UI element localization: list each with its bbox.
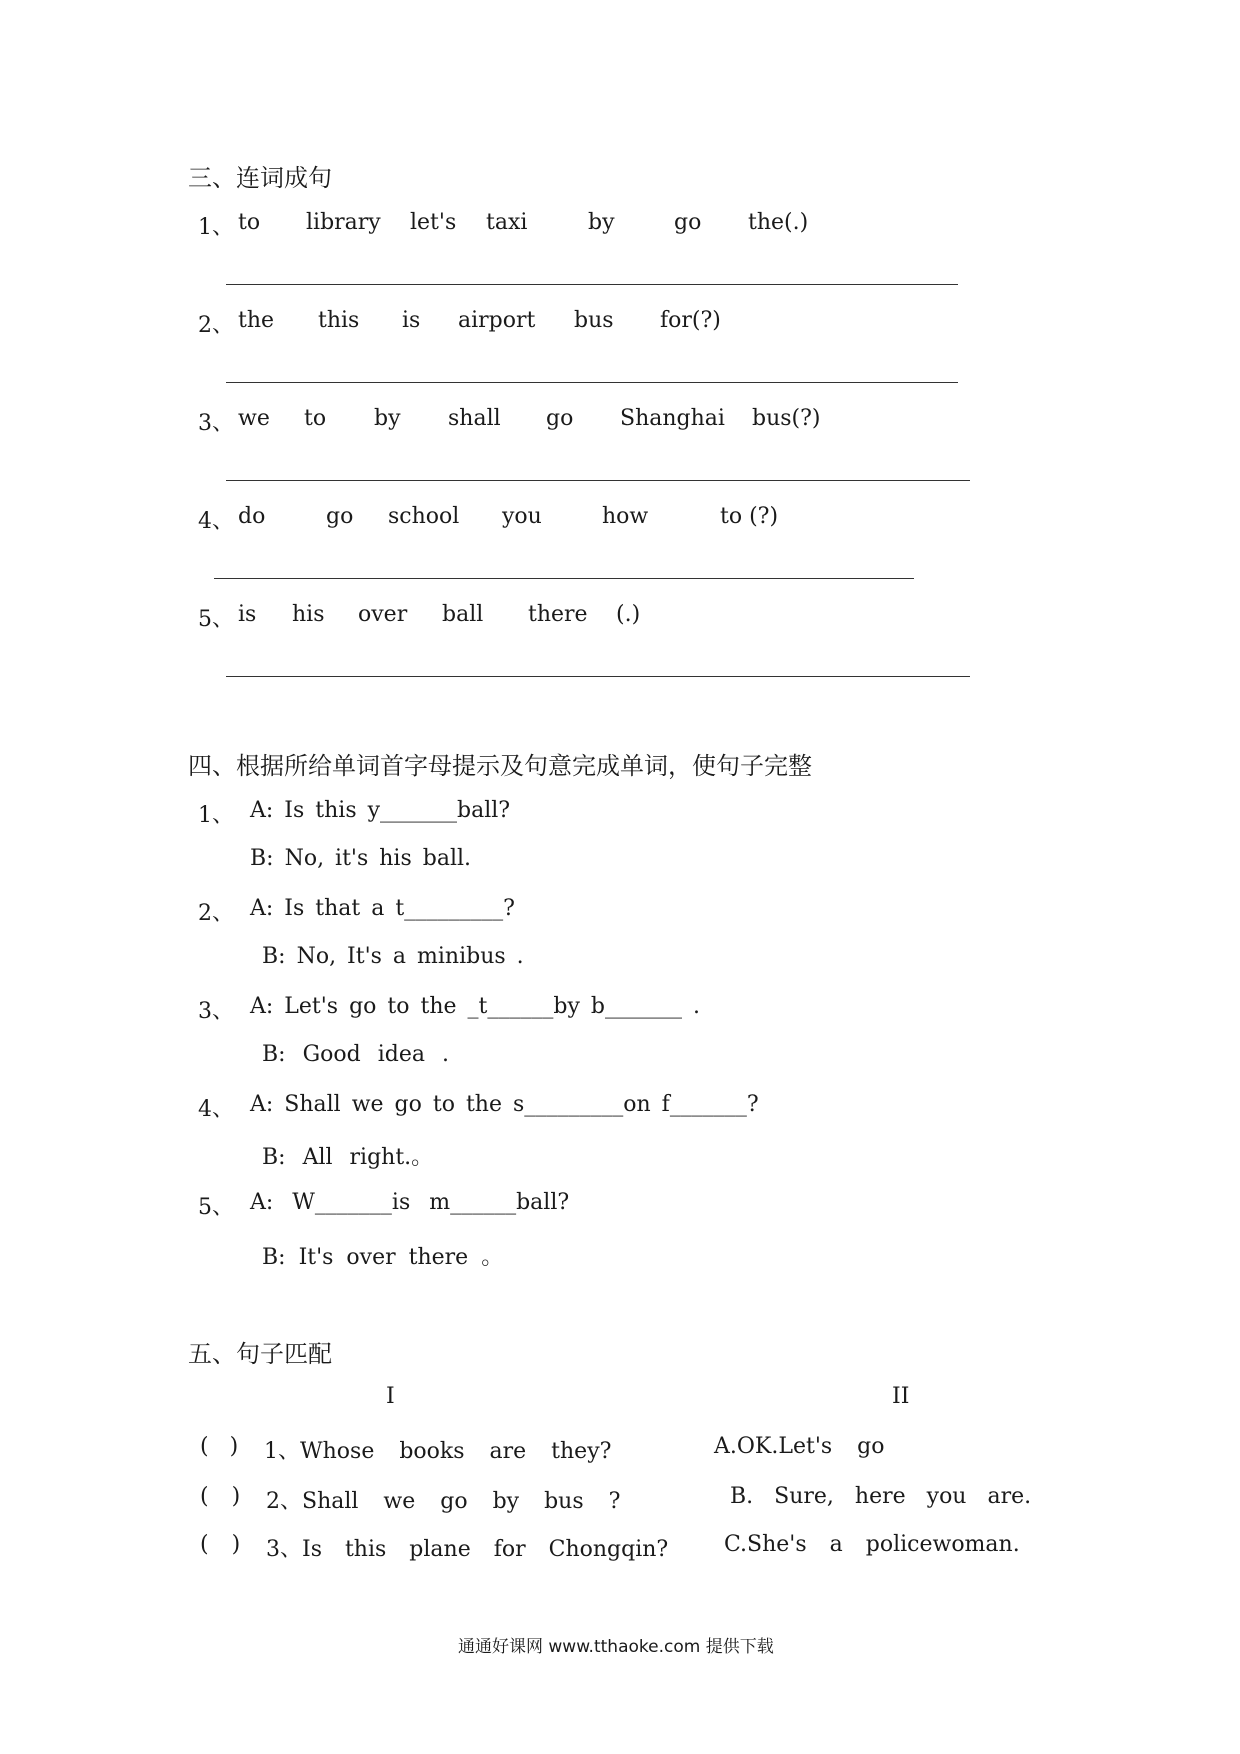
footer-text: 通通好课网 www.tthaoke.com 提供下载 (458, 1637, 774, 1657)
word: school (388, 504, 460, 529)
word: is (238, 602, 257, 627)
dialogue-a: A: Let's go to the _t______by b_______ . (250, 994, 700, 1019)
word: go (674, 210, 702, 235)
word: over (358, 602, 408, 627)
word: library (306, 210, 381, 235)
word: this (318, 308, 360, 333)
column-header-i: I (386, 1384, 395, 1409)
match-right: C.She's a policewoman. (724, 1532, 1020, 1557)
word: the (238, 308, 275, 333)
item-number: 2、 (198, 313, 234, 338)
word: ball (442, 602, 484, 627)
word: let's (410, 210, 457, 235)
word: airport (458, 308, 536, 333)
section-4-title: 四、根据所给单词首字母提示及句意完成单词，使句子完整 (188, 752, 812, 780)
item-number: 4、 (198, 1097, 234, 1122)
section-3-item-4 (0, 504, 1240, 534)
dialogue-a: A: Is that a t_________? (250, 896, 515, 921)
word: shall (448, 406, 501, 431)
match-left: 3、Is this plane for Chongqin? (266, 1537, 669, 1562)
item-number: 4、 (198, 509, 234, 534)
word: by (588, 210, 615, 235)
section-3-item-1 (0, 210, 1240, 240)
item-number: 3、 (198, 411, 234, 436)
word: for(?) (660, 308, 721, 333)
word: go (326, 504, 354, 529)
word: taxi (486, 210, 528, 235)
word: the(.) (748, 210, 809, 235)
word: to (304, 406, 327, 431)
dialogue-b: B: No, it's his ball. (250, 846, 472, 871)
word: bus(?) (752, 406, 821, 431)
word: there (528, 602, 588, 627)
answer-line[interactable] (226, 676, 970, 677)
word: (.) (616, 602, 641, 627)
answer-paren[interactable]: ( ) (200, 1532, 241, 1557)
item-number: 5、 (198, 1195, 234, 1220)
item-number: 2、 (198, 901, 234, 926)
dialogue-b: B: No, It's a minibus . (262, 944, 524, 969)
item-number: 3、 (198, 999, 234, 1024)
section-3-item-5 (0, 602, 1240, 632)
dialogue-b: B: All right.。 (262, 1145, 434, 1170)
word: bus (574, 308, 614, 333)
answer-line[interactable] (226, 382, 958, 383)
answer-line[interactable] (214, 578, 914, 579)
section-5-title: 五、句子匹配 (188, 1340, 332, 1368)
match-right: B. Sure, here you are. (730, 1484, 1032, 1509)
match-left: 2、Shall we go by bus ? (266, 1489, 621, 1514)
dialogue-a: A: Is this y_______ball? (250, 798, 511, 823)
column-header-ii: II (892, 1384, 910, 1409)
section-3-item-2 (0, 308, 1240, 338)
dialogue-a: A: Shall we go to the s_________on f_______? (250, 1092, 759, 1117)
word: how (602, 504, 649, 529)
word: we (238, 406, 270, 431)
word: is (402, 308, 421, 333)
word: his (292, 602, 325, 627)
dialogue-a: A: W_______is m______ball? (250, 1190, 570, 1215)
answer-paren[interactable]: ( ) (200, 1434, 239, 1459)
word: to (?) (720, 504, 779, 529)
answer-line[interactable] (226, 480, 970, 481)
word: do (238, 504, 266, 529)
word: Shanghai (620, 406, 725, 431)
section-3-title: 三、连词成句 (188, 164, 332, 192)
dialogue-b: B: It's over there 。 (262, 1245, 504, 1270)
word: go (546, 406, 574, 431)
dialogue-b: B: Good idea . (262, 1042, 449, 1067)
match-right: A.OK.Let's go (714, 1434, 885, 1459)
answer-line[interactable] (226, 284, 958, 285)
word: you (502, 504, 542, 529)
item-number: 1、 (198, 215, 234, 240)
item-number: 1、 (198, 803, 234, 828)
answer-paren[interactable]: ( ) (200, 1484, 241, 1509)
item-number: 5、 (198, 607, 234, 632)
word: by (374, 406, 401, 431)
word: to (238, 210, 261, 235)
section-3-item-3 (0, 406, 1240, 436)
match-left: 1、Whose books are they? (264, 1439, 612, 1464)
